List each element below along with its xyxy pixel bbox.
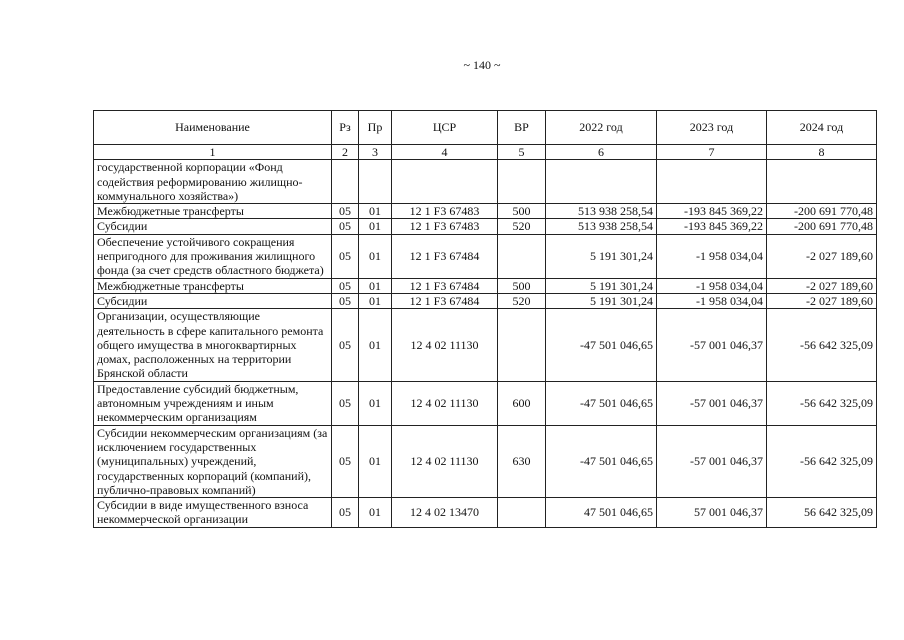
col-number: 7 — [657, 145, 767, 160]
cell-y2024 — [767, 160, 877, 204]
cell-vr — [498, 160, 546, 204]
cell-y2022: -47 501 046,65 — [546, 309, 657, 381]
cell-y2023: -57 001 046,37 — [657, 381, 767, 425]
table-row — [94, 234, 877, 278]
cell-y2024: -56 642 325,09 — [767, 309, 877, 381]
cell-name: Субсидии — [94, 219, 332, 234]
cell-y2024: -56 642 325,09 — [767, 381, 877, 425]
cell-rz: 05 — [332, 381, 359, 425]
cell-rz: 05 — [332, 278, 359, 293]
col-header-rz: Рз — [332, 111, 359, 145]
cell-y2023: 57 001 046,37 — [657, 498, 767, 528]
cell-csr: 12 1 F3 67483 — [392, 204, 498, 219]
table-row — [94, 293, 877, 308]
cell-y2023: -1 958 034,04 — [657, 278, 767, 293]
cell-vr — [498, 234, 546, 278]
cell-rz: 05 — [332, 309, 359, 381]
cell-csr: 12 4 02 11130 — [392, 381, 498, 425]
table-row — [94, 425, 877, 497]
cell-vr: 600 — [498, 381, 546, 425]
cell-y2023: -193 845 369,22 — [657, 219, 767, 234]
cell-name: Организации, осуществляющие деятельность в сфере капитального ремонта общего имущества в многоквартирных домах, расположенных на территории Брянской области — [94, 309, 332, 381]
cell-y2024: -56 642 325,09 — [767, 425, 877, 497]
cell-y2022 — [546, 160, 657, 204]
cell-name: государственной корпорации «Фонд содействия реформированию жилищно-коммунального хозяйства») — [94, 160, 332, 204]
cell-csr: 12 1 F3 67483 — [392, 219, 498, 234]
cell-y2022: 5 191 301,24 — [546, 234, 657, 278]
cell-csr: 12 1 F3 67484 — [392, 278, 498, 293]
col-number: 5 — [498, 145, 546, 160]
col-header-2022: 2022 год — [546, 111, 657, 145]
cell-y2023: -57 001 046,37 — [657, 425, 767, 497]
cell-vr — [498, 498, 546, 528]
column-number-row — [94, 145, 877, 160]
cell-y2023: -193 845 369,22 — [657, 204, 767, 219]
cell-name: Субсидии в виде имущественного взноса некоммерческой организации — [94, 498, 332, 528]
table-row — [94, 498, 877, 528]
cell-csr — [392, 160, 498, 204]
cell-rz: 05 — [332, 219, 359, 234]
cell-y2024: 56 642 325,09 — [767, 498, 877, 528]
table-row — [94, 381, 877, 425]
col-number: 1 — [94, 145, 332, 160]
cell-rz: 05 — [332, 293, 359, 308]
cell-y2024: -200 691 770,48 — [767, 204, 877, 219]
cell-y2022: 513 938 258,54 — [546, 219, 657, 234]
cell-y2022: -47 501 046,65 — [546, 381, 657, 425]
cell-rz: 05 — [332, 498, 359, 528]
cell-pr: 01 — [359, 278, 392, 293]
cell-vr: 520 — [498, 293, 546, 308]
cell-csr: 12 1 F3 67484 — [392, 234, 498, 278]
cell-y2022: 5 191 301,24 — [546, 293, 657, 308]
cell-rz: 05 — [332, 204, 359, 219]
col-header-name: Наименование — [94, 111, 332, 145]
cell-y2024: -2 027 189,60 — [767, 278, 877, 293]
cell-csr: 12 4 02 11130 — [392, 425, 498, 497]
col-header-csr: ЦСР — [392, 111, 498, 145]
cell-pr — [359, 160, 392, 204]
table-row — [94, 160, 877, 204]
cell-y2022: 5 191 301,24 — [546, 278, 657, 293]
col-header-vr: ВР — [498, 111, 546, 145]
cell-pr: 01 — [359, 293, 392, 308]
cell-csr: 12 4 02 13470 — [392, 498, 498, 528]
cell-pr: 01 — [359, 309, 392, 381]
col-number: 3 — [359, 145, 392, 160]
col-number: 6 — [546, 145, 657, 160]
cell-pr: 01 — [359, 204, 392, 219]
cell-y2023 — [657, 160, 767, 204]
table-row — [94, 309, 877, 381]
cell-pr: 01 — [359, 498, 392, 528]
cell-y2024: -200 691 770,48 — [767, 219, 877, 234]
cell-name: Обеспечение устойчивого сокращения непригодного для проживания жилищного фонда (за счет средств областного бюджета) — [94, 234, 332, 278]
col-number: 8 — [767, 145, 877, 160]
cell-csr: 12 1 F3 67484 — [392, 293, 498, 308]
table-row — [94, 278, 877, 293]
cell-name: Межбюджетные трансферты — [94, 204, 332, 219]
col-header-2024: 2024 год — [767, 111, 877, 145]
cell-pr: 01 — [359, 425, 392, 497]
cell-vr: 500 — [498, 278, 546, 293]
cell-y2023: -1 958 034,04 — [657, 293, 767, 308]
cell-name: Субсидии — [94, 293, 332, 308]
cell-pr: 01 — [359, 234, 392, 278]
cell-pr: 01 — [359, 381, 392, 425]
cell-y2022: 47 501 046,65 — [546, 498, 657, 528]
cell-y2024: -2 027 189,60 — [767, 234, 877, 278]
col-header-2023: 2023 год — [657, 111, 767, 145]
col-number: 2 — [332, 145, 359, 160]
cell-name: Межбюджетные трансферты — [94, 278, 332, 293]
cell-y2023: -1 958 034,04 — [657, 234, 767, 278]
cell-pr: 01 — [359, 219, 392, 234]
cell-vr — [498, 309, 546, 381]
cell-rz: 05 — [332, 234, 359, 278]
header-row — [94, 111, 877, 145]
cell-y2023: -57 001 046,37 — [657, 309, 767, 381]
cell-name: Предоставление субсидий бюджетным, автономным учреждениям и иным некоммерческим организациям — [94, 381, 332, 425]
page-number: ~ 140 ~ — [463, 58, 501, 72]
cell-vr: 520 — [498, 219, 546, 234]
cell-vr: 500 — [498, 204, 546, 219]
budget-table — [93, 110, 877, 528]
col-header-pr: Пр — [359, 111, 392, 145]
cell-vr: 630 — [498, 425, 546, 497]
cell-csr: 12 4 02 11130 — [392, 309, 498, 381]
cell-y2022: -47 501 046,65 — [546, 425, 657, 497]
table-row — [94, 204, 877, 219]
cell-rz: 05 — [332, 425, 359, 497]
cell-rz — [332, 160, 359, 204]
cell-name: Субсидии некоммерческим организациям (за исключением государственных (муниципальных) учреждений, государственных корпораций (компаний), публично-правовых компаний) — [94, 425, 332, 497]
cell-y2024: -2 027 189,60 — [767, 293, 877, 308]
table-row — [94, 219, 877, 234]
col-number: 4 — [392, 145, 498, 160]
cell-y2022: 513 938 258,54 — [546, 204, 657, 219]
